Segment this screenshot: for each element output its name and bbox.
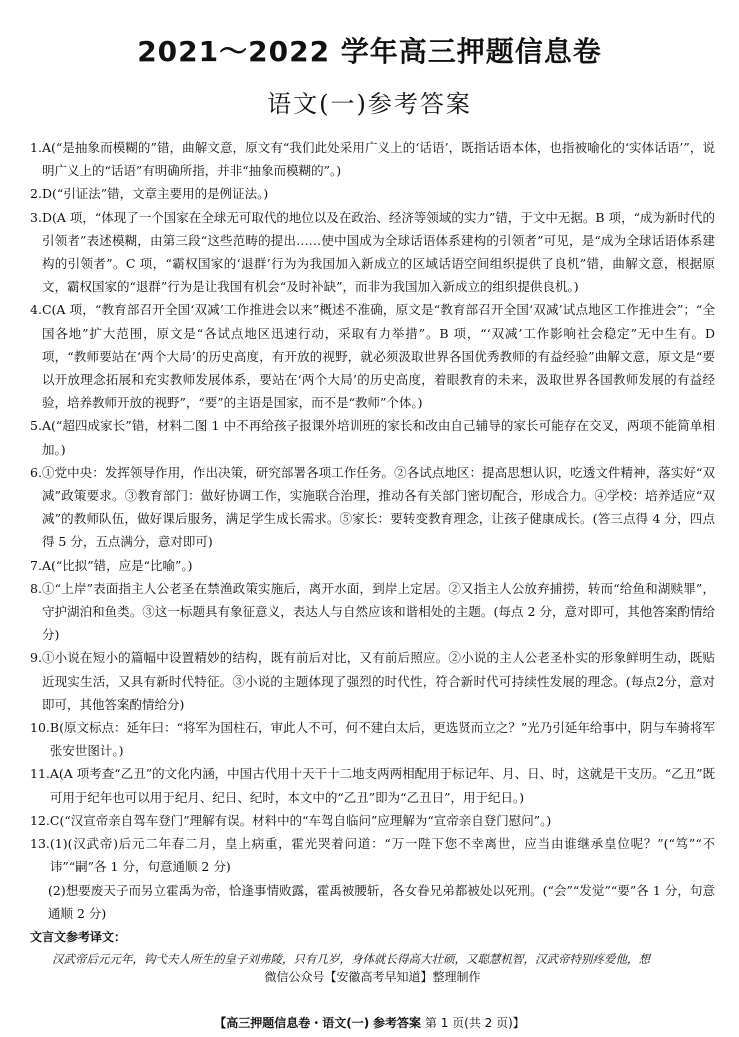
page-footer	[0, 1014, 739, 1031]
page-subtitle: 语文(一)参考答案	[267, 90, 472, 118]
answer-item-6: 6. ①党中央：发挥领导作用，作出决策，研究部署各项工作任务。②各试点地区：提高思想认识，吃透文件精神，落实好“双减”政策要求。③教育部门：做好协调工作，实施联合治理，推动各有关部门密切配合，形成合力。④学校：培养适应“双减”的教师队伍，做好课后服务，满足学生成长需求。⑤家长：要转变教育理念，让孩子健康成长。(答三点得 4 分，四点得 5 分，五点满分，意对即可)	[30, 464, 715, 550]
answer-item-7: 7. A(“比拟”错，应是“比喻”。)	[30, 557, 193, 573]
page-title: 2021～2022 学年高三押题信息卷	[137, 35, 602, 68]
answer-item-13-part-2: (2)想要废天子而另立霍禹为帝，恰逢事情败露，霍禹被腰斩，各女眷兄弟都被处以死刑。(“会”“发觉”“要”各 1 分，句意通顺 2 分)	[48, 882, 715, 921]
answer-item-11: 11. A(A 项考查“乙丑”的文化内涵，中国古代用十天干十二地支两两相配用于标记年、月、日、时，这就是干支历。“乙丑”既可用于纪年也可以用于纪月、纪日、纪时，本文中的“乙丑”即为“乙丑日”，用于纪日。)	[30, 766, 715, 805]
answer-item-10: 10. B(原文标点：延年曰：“将军为国柱石，审此人不可，何不建白太后，更选贤而立之？”光乃引延年给事中，阴与车骑将军张安世图计。)	[30, 720, 715, 759]
answer-item-13: 13. (1)(汉武帝)后元二年春二月，皇上病重，霍光哭着问道：“万一陛下您不幸离世，应当由谁继承皇位呢？”(“笃”“不讳”“嗣”各 1 分，句意通顺 2 分)	[30, 836, 715, 875]
footer-exam-name: 【高三押题信息卷・语文(一)	[214, 1016, 370, 1030]
answer-item-8: 8. ①“上岸”表面指主人公老圣在禁渔政策实施后，离开水面，到岸上定居。②又指主人公放弃捕捞，转而“给鱼和湖赎罪”，守护湖泊和鱼类。③这一标题具有象征意义，表达人与自然应该和谐相处的主题。(每点 2 分，意对即可，其他答案酌情给分)	[30, 580, 715, 643]
answer-item-9: 9. ①小说在短小的篇幅中设置精妙的结构，既有前后对比，又有前后照应。②小说的主人公老圣朴实的形象鲜明生动，既贴近现实生活，又具有新时代特征。③小说的主题体现了强烈的时代性，符合新时代可持续性发展的理念。(每点2分，意对即可，其他答案酌情给分)	[30, 650, 715, 712]
answer-item-3: 3. D(A 项，“体现了一个国家在全球无可取代的地位以及在政治、经济等领域的实力”错，于文中无据。B 项，“成为新时代的引领者”表述模糊，由第三段“这些范畴的提出……使中国成为全球话语体系建构的引领者”可见，是“成为全球话语体系建构的引领者”。C 项，“霸权国家的‘退群’行为为我国加入新成立的区域话语空间组织提供了良机”错，曲解文意，根据原文，霸权国家的“退群”行为是让我国有机会“及时补缺”，而非为我国加入新成立的组织提供良机。)	[30, 209, 715, 295]
answer-item-12: 12. C(“汉宣帝亲自驾车登门”理解有误。材料中的“车驾自临问”应理解为“宣帝亲自登门慰问”。)	[30, 812, 552, 828]
answer-item-4: 4. C(A 项，“教育部召开全国‘双减’工作推进会以来”概述不准确，原文是“教育部召开全国‘双减’试点地区工作推进会”；“全国各地”扩大范围，原文是“各试点地区迅速行动，采取有力举措”。B 项，“‘双减’工作影响社会稳定”无中生有。D 项，“教师要站在‘两个大局’的历史高度，有开放的视野，就必须汲取世界各国优秀教师的有益经验”曲解文意，原文是“要以开放理念拓展和充实教师发展体系，要站在‘两个大局’的历史高度，着眼教育的未来，汲取世界各国教师发展的有益经验，培养教师开放的视野”，“要”的主语是国家，而不是“教师”个体。)	[30, 302, 715, 411]
answer-item-5: 5. A(“超四成家长”错，材料二图 1 中不再给孩子报课外培训班的家长和改由自己辅导的家长可能存在交叉，两项不能简单相加。)	[30, 418, 715, 457]
footer-page-number: 第 1 页(共 2 页)】	[424, 1016, 525, 1030]
translation-heading: 文言文参考译文：	[30, 929, 127, 944]
translation-text: 汉武帝后元元年，钩弋夫人所生的皇子刘弗陵，只有几岁，身体就长得高大壮硕，又聪慧机智，汉武帝特别疼爱他，想	[52, 952, 650, 967]
answer-body	[30, 136, 715, 985]
footer-answer-label: 参考答案	[373, 1016, 422, 1030]
watermark-text: 微信公众号【安徽高考早知道】整理制作	[264, 970, 481, 985]
answer-item-1: 1. A(“是抽象而模糊的”错，曲解文意，原文有“我们此处采用广义上的‘话语’，既指话语本体，也指被喻化的‘实体话语’”，说明广义上的“话语”有明确所指，并非“抽象而模糊的”。)	[30, 140, 715, 179]
answer-item-2: 2. D(“引证法”错，文章主要用的是例证法。)	[30, 186, 269, 202]
